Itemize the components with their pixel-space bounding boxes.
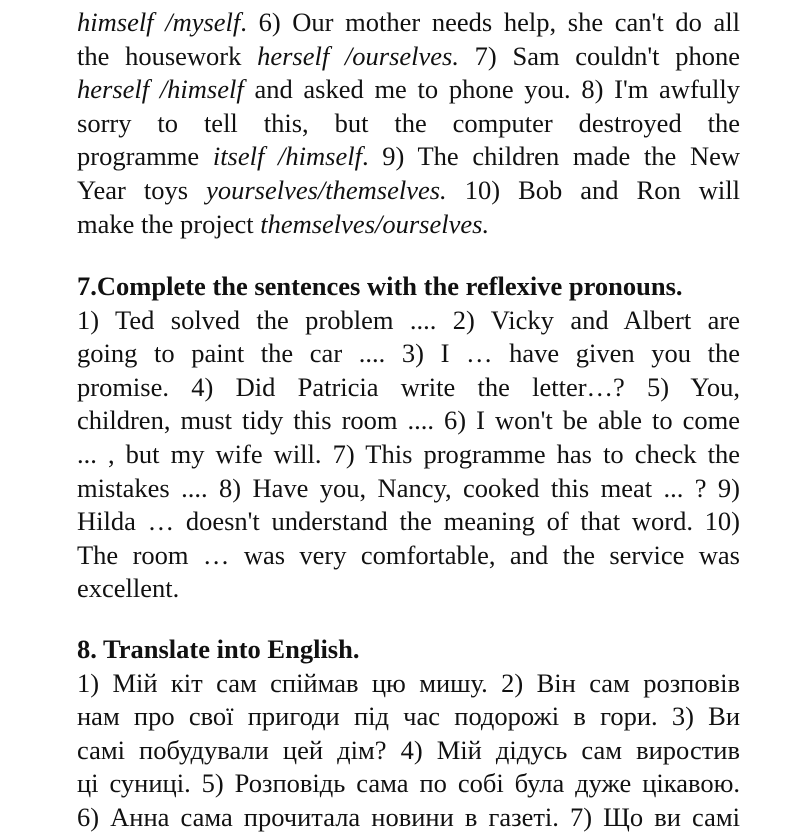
text-segment: children, must tidy this room .... 6) I won't be able to come: [77, 405, 740, 436]
text-segment: sorry to tell this, but the computer destroyed the: [77, 107, 740, 138]
text-line: [77, 371, 740, 405]
text-segment: excellent.: [77, 573, 180, 604]
text-segment: . 6) Our mother needs help, she can't do all: [240, 7, 740, 37]
text-segment: the housework: [77, 40, 258, 71]
text-line: [77, 734, 740, 768]
italic-answer-options: themselves/ourselves.: [260, 208, 490, 239]
text-line: [77, 174, 740, 208]
italic-answer-options: yourselves/themselves.: [206, 174, 447, 205]
text-segment: make the project: [77, 208, 261, 239]
text-line: [77, 505, 740, 539]
text-segment: ці суниці. 5) Розповідь сама по собі була дуже цікавою.: [77, 768, 740, 799]
exercise-8: [77, 633, 740, 835]
text-segment: and asked me to phone you. 8) I'm awfully: [243, 74, 740, 105]
italic-answer-options: itself /himself: [212, 141, 362, 172]
text-line: [77, 404, 740, 438]
text-segment: going to paint the car .... 3) I … have given you the: [77, 338, 740, 369]
italic-answer-options: himself /myself: [77, 7, 241, 37]
text-segment: The room … was very comfortable, and the service was: [77, 539, 740, 570]
text-line: [77, 572, 740, 606]
text-segment: 7) Sam couldn't phone: [458, 40, 740, 71]
exercise-7: [77, 270, 740, 606]
text-line: [77, 667, 740, 701]
text-line: [77, 73, 740, 107]
text-line: [77, 304, 740, 338]
text-line: [77, 208, 740, 242]
italic-answer-options: herself /ourselves.: [257, 40, 459, 71]
text-line: [77, 107, 740, 141]
text-segment: programme: [77, 141, 213, 172]
text-line: [77, 472, 740, 506]
text-line: [77, 337, 740, 371]
text-segment: ... , but my wife will. 7) This programme has to check the: [77, 438, 740, 469]
text-line: [77, 140, 740, 174]
text-segment: самі побудували цей дім? 4) Мій дідусь сам виростив: [77, 734, 740, 765]
text-line: [77, 438, 740, 472]
text-line: [77, 6, 740, 40]
text-segment: 1) Мій кіт сам спіймав цю мишу. 2) Він сам розповів: [77, 667, 740, 698]
text-segment: mistakes .... 8) Have you, Nancy, cooked this meat ... ? 9): [77, 472, 740, 503]
text-line: [77, 767, 740, 801]
text-line: [77, 700, 740, 734]
italic-answer-options: herself /himself: [77, 74, 244, 105]
text-line: [77, 801, 740, 835]
text-segment: Year toys: [77, 174, 207, 205]
text-segment: 6) Анна сама прочитала новини в газеті. 7) Що ви самі: [77, 801, 740, 832]
text-line: [77, 539, 740, 573]
text-segment: 10) Bob and Ron will: [446, 174, 740, 205]
text-segment: promise. 4) Did Patricia write the letter…? 5) You,: [77, 371, 740, 402]
text-line: [77, 40, 740, 74]
exercise-heading: 8. Translate into English.: [77, 634, 360, 664]
text-segment: нам про свої пригоди під час подорожі в гори. 3) Ви: [77, 701, 740, 732]
text-segment: . 9) The children made the New: [361, 141, 740, 172]
exercise-heading: 7.Complete the sentences with the reflexive pronouns.: [77, 271, 683, 301]
text-segment: Hilda … doesn't understand the meaning of that word. 10): [77, 506, 740, 537]
exercise-6-tail: [77, 6, 740, 241]
text-segment: 1) Ted solved the problem .... 2) Vicky and Albert are: [77, 304, 740, 335]
